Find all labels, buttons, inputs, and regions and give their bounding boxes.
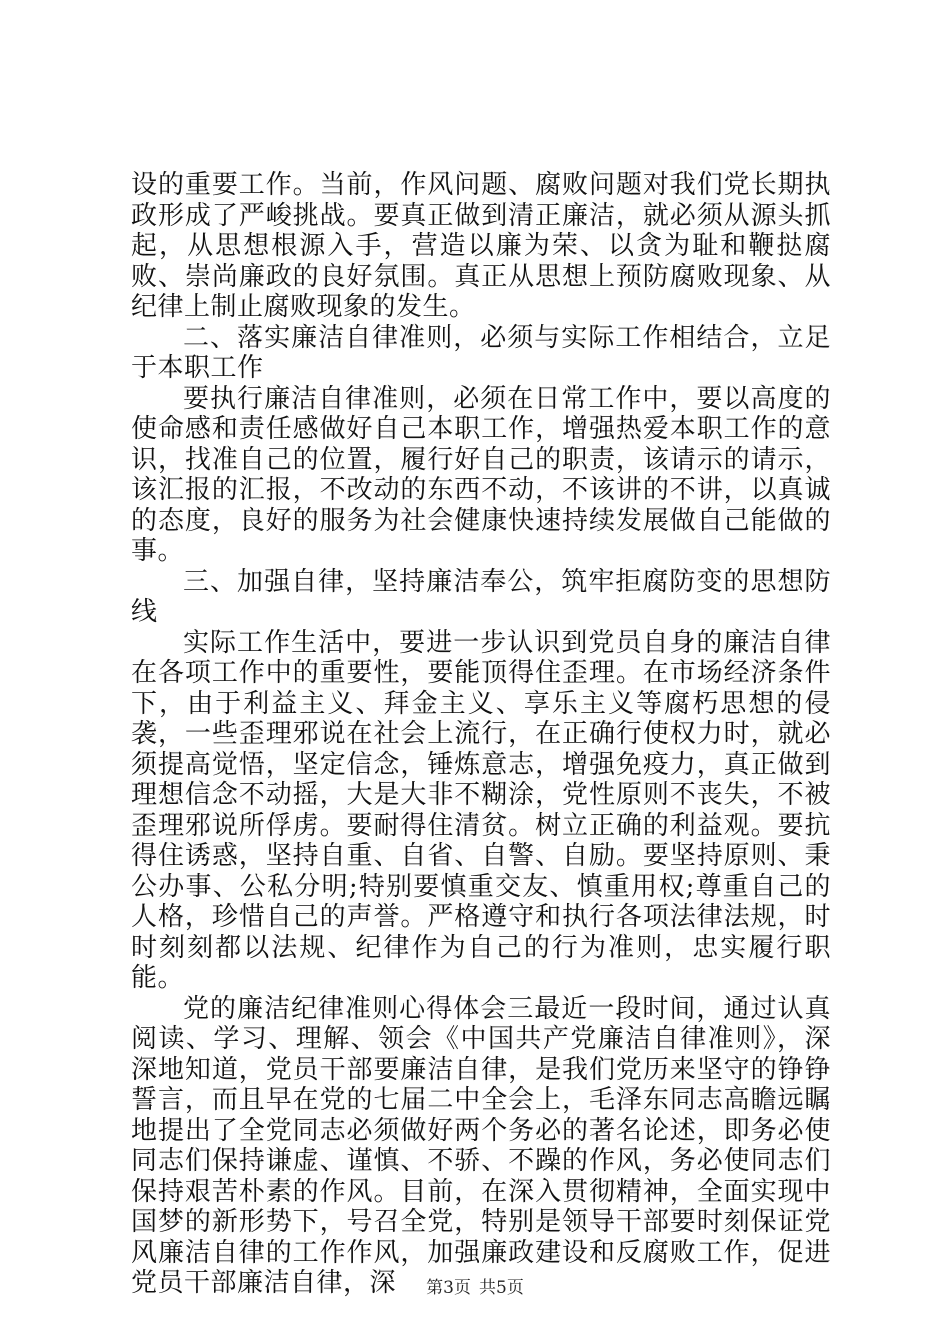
paragraph-6: 党的廉洁纪律准则心得体会三最近一段时间，通过认真阅读、学习、理解、领会《中国共产党廉洁自律准则》，深深地知道，党员干部要廉洁自律，是我们党历来坚守的铮铮誓言，而且早在党的七届二中全会上，毛泽东同志高瞻远瞩地提出了全党同志必须做好两个务必的著名论述，即务必使同志们保持谦虚、谨慎、不骄、不躁的作风，务必使同志们保持艰苦朴素的作风。目前，在深入贯彻精神，全面实现中国梦的新形势下，号召全党，特别是领导干部要时刻保证党风廉洁自律的工作作风，加强廉政建设和反腐败工作，促进党员干部廉洁自律，深: [131, 993, 831, 1298]
page-total: 共5页: [479, 1278, 524, 1298]
paragraph-5: 实际工作生活中，要进一步认识到党员自身的廉洁自律在各项工作中的重要性，要能顶得住歪理。在市场经济条件下，由于利益主义、拜金主义、享乐主义等腐朽思想的侵袭，一些歪理邪说在社会上流行，在正确行使权力时，就必须提高觉悟，坚定信念，锤炼意志，增强免疫力，真正做到理想信念不动摇，大是大非不糊涂，党性原则不丧失，不被歪理邪说所俘虏。要耐得住清贫。树立正确的利益观。要抗得住诱惑，坚持自重、自省、自警、自励。要坚持原则、秉公办事、公私分明;特别要慎重交友、慎重用权;尊重自己的人格，珍惜自己的声誉。严格遵守和执行各项法律法规，时时刻刻都以法规、纪律作为自己的行为准则，忠实履行职能。: [131, 627, 831, 993]
paragraph-1: 设的重要工作。当前，作风问题、腐败问题对我们党长期执政形成了严峻挑战。要真正做到清正廉洁，就必须从源头抓起，从思想根源入手，营造以廉为荣、以贪为耻和鞭挞腐败、崇尚廉政的良好氛围。真正从思想上预防腐败现象、从纪律上制止腐败现象的发生。: [131, 170, 831, 322]
paragraph-3: 要执行廉洁自律准则，必须在日常工作中，要以高度的使命感和责任感做好自己本职工作，增强热爱本职工作的意识，找准自己的位置，履行好自己的职责，该请示的请示，该汇报的汇报，不改动的东西不动，不该讲的不讲，以真诚的态度，良好的服务为社会健康快速持续发展做自己能做的事。: [131, 383, 831, 566]
page-footer: [0, 1273, 950, 1298]
section-heading-3: 三、加强自律，坚持廉洁奉公，筑牢拒腐防变的思想防线: [131, 566, 831, 627]
section-heading-2: 二、落实廉洁自律准则，必须与实际工作相结合，立足于本职工作: [131, 322, 831, 383]
document-body: [131, 170, 831, 1299]
page-number: 第3页: [426, 1278, 471, 1298]
